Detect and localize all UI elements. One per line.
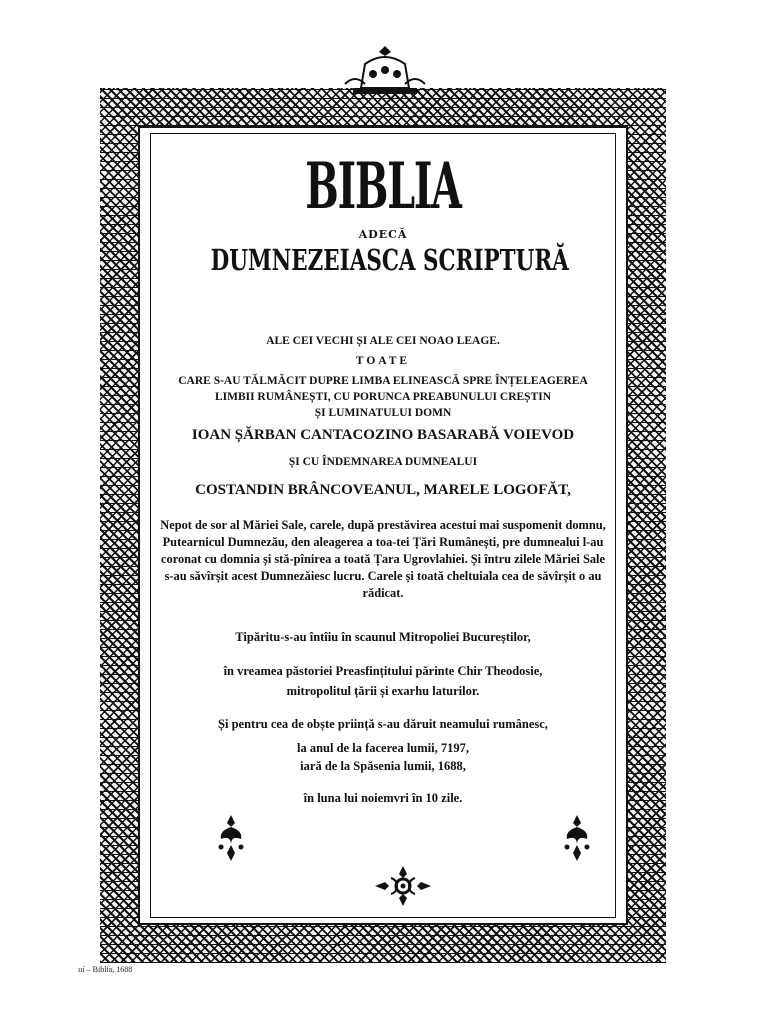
crown-ornament-icon (335, 44, 435, 94)
line-obste: Și pentru cea de obște priință s-au dăruit neamului rumânesc, (218, 717, 548, 731)
line-vreamea: în vreamea păstoriei Preasfințitului părinte Chir Theodosie, (223, 664, 543, 678)
cross-fleuron-icon (375, 866, 431, 906)
fleuron-left-icon (217, 815, 245, 861)
line-brancoveanul: COSTANDIN BRÂNCOVEANUL, MARELE LOGOFĂT, (195, 482, 571, 498)
line-toate: TOATE (355, 355, 411, 367)
line-mitropolitul: mitropolitul țării și exarhu laturilor. (286, 684, 480, 698)
line-indemnarea: ȘI CU ÎNDEMNAREA DUMNEALUI (288, 456, 478, 468)
fleuron-right-icon (563, 815, 591, 861)
line-luminatului-domn: ȘI LUMINATULUI DOMN (314, 407, 452, 419)
line-talmacit: CARE S-AU TĂLMĂCIT DUPRE LIMBA ELINEASCĂ SPRE ÎNȚELEAGEREA (178, 375, 588, 387)
line-anul-7197: la anul de la facerea lumii, 7197, (297, 741, 469, 755)
subtitle-adeca: ADECĂ (358, 228, 408, 241)
title-page-content (150, 133, 616, 918)
line-vechi-noao: ALE CEI VECHI ȘI ALE CEI NOAO LEAGE. (266, 335, 500, 347)
body-paragraph: Nepot de sor al Măriei Sale, carele, după prestăvirea acestui mai suspomenit domnu, Putearnicul Dumnezău, den aleagerea a toa-tei Țări Rumânești, pre dumnealui l-au coronat cu domnia și stă-pînirea a toată Țara Ugrovlahiei. Și întru zilele Măriei Sale s-au săvîrșit acest Dumnezăiesc lucru. Carele și toată cheltuiala cea de săvîrșit o au rădicat. (160, 518, 606, 600)
page-footer: ııí – Biblia, 1688 (78, 965, 133, 974)
line-noiemvri: în luna lui noiemvri în 10 zile. (303, 791, 463, 805)
page-title: BIBLIA (305, 149, 461, 224)
line-tiparitu: Tipăritu-s-au întîiu în scaunul Mitropoliei Bucureștilor, (235, 630, 531, 644)
line-limbii: LIMBII RUMÂNEȘTI, CU PORUNCA PREABUNULUI CREȘTIN (214, 391, 552, 403)
line-voievod: IOAN ȘĂRBAN CANTACOZINO BASARABĂ VOIEVOD (191, 427, 575, 443)
subtitle-scriptura: DUMNEZEIASCA SCRIPTURĂ (210, 243, 569, 277)
line-anul-1688: iară de la Spăsenia lumii, 1688, (300, 759, 466, 773)
